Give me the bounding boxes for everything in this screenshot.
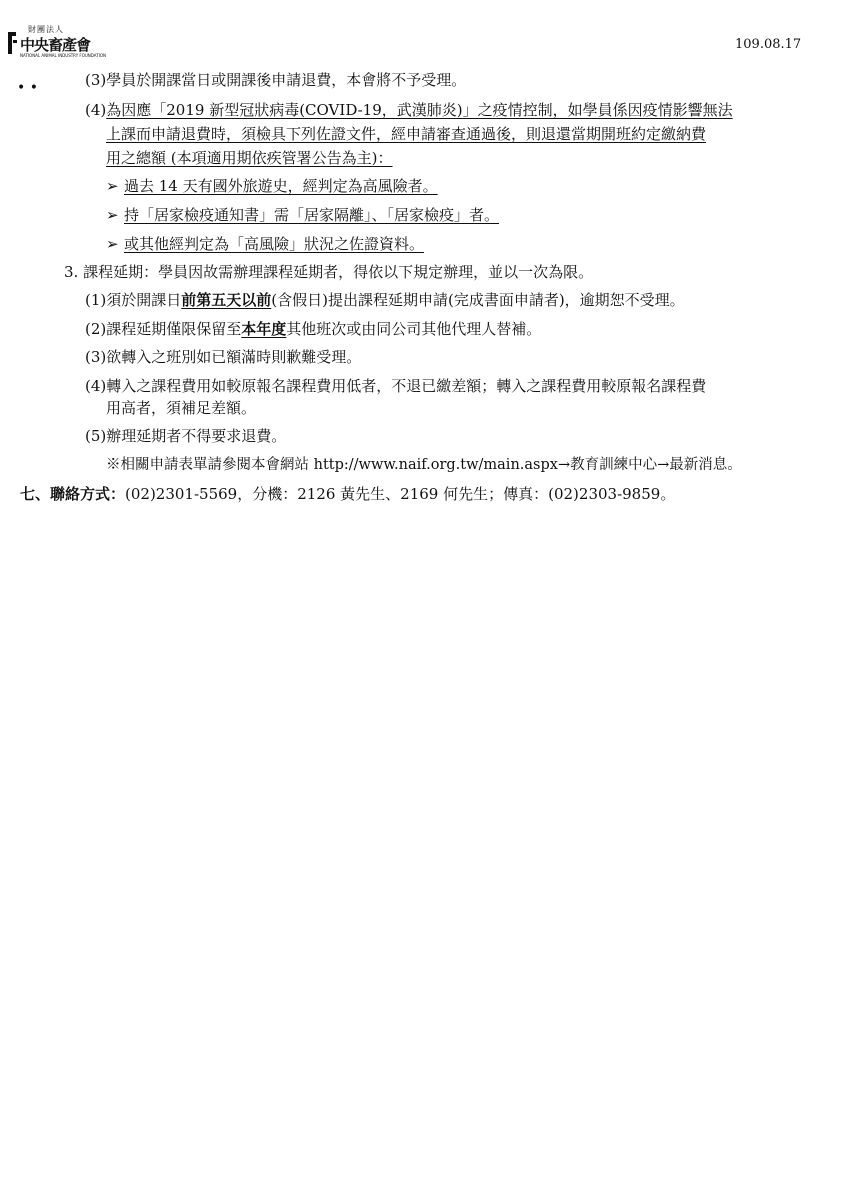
postpone-note: ※相關申請表單請參閱本會網站 http://www.naif.org.tw/main.aspx→教育訓練中心→最新消息。 [106,457,742,473]
bullet-arrow-icon: ➢ [106,177,119,195]
postpone-item-5: (5)辦理延期者不得要求退費。 [85,427,287,445]
refund-item-4-line-3: 用之總額 (本項適用期依疾管署公告為主)： [106,149,393,167]
postpone-heading: 3. 課程延期：學員因故需辦理課程延期者，得依以下規定辦理，並以一次為限。 [64,263,594,281]
postpone-item-3: (3)欲轉入之班別如已額滿時則歉難受理。 [85,348,362,366]
postpone-item-2-b: 其他班次或由同公司其他代理人替補。 [286,320,542,338]
refund-bullet-1-text: 過去 14 天有國外旅遊史，經判定為高風險者。 [124,177,438,195]
postpone-item-4-line-2: 用高者，須補足差額。 [106,399,257,417]
refund-bullet-2-text: 持「居家檢疫通知書」需「居家隔離」、「居家檢疫」者。 [124,206,500,224]
postpone-item-1 [85,290,685,310]
refund-item-4-text-1: 為因應「2019 新型冠狀病毒(COVID-19，武漢肺炎)」之疫情控制，如學員係因疫情影響無法 [106,101,733,119]
refund-bullet-3 [106,234,424,254]
refund-bullet-3-text: 或其他經判定為「高風險」狀況之佐證資料。 [124,235,425,253]
postpone-item-2 [85,319,541,339]
postpone-item-4-line-1: (4)轉入之課程費用如較原報名課程費用低者，不退已繳差額；轉入之課程費用較原報名課程費 [85,377,707,395]
org-logo [6,24,116,70]
logo-mark-icon [6,30,18,56]
postpone-item-2-bold: 本年度 [241,320,287,338]
contact-line [20,484,675,504]
refund-item-4-line-1 [85,100,733,120]
refund-item-4-line-2: 上課而申請退費時，須檢具下列佐證文件，經申請審查通過後，則退還當期開班約定繳納費 [106,125,707,143]
bullet-arrow-icon: ➢ [106,206,119,224]
logo-org-name: 中央畜產會 [20,36,91,54]
document-date: 109.08.17 [735,37,802,52]
contact-label: 七、聯絡方式： [20,485,126,503]
refund-bullet-1 [106,176,438,196]
postpone-item-1-a: (1)須於開課日 [85,291,182,309]
scan-marks: • • [17,80,38,96]
postpone-item-1-bold: 前第五天以前 [181,291,272,309]
logo-org-small: 財團法人 [28,25,64,34]
contact-value: (02)2301-5569，分機：2126 黃先生、2169 何先生；傳真：(02)2303-9859。 [125,485,676,503]
bullet-arrow-icon: ➢ [106,235,119,253]
refund-item-4-prefix: (4) [85,101,107,119]
refund-item-3: (3)學員於開課當日或開課後申請退費，本會將不予受理。 [85,71,467,89]
refund-bullet-2 [106,205,499,225]
postpone-item-2-a: (2)課程延期僅限保留至 [85,320,242,338]
postpone-item-1-b: (含假日)提出課程延期申請(完成書面申請者)，逾期恕不受理。 [271,291,685,309]
logo-org-english: NATIONAL ANIMAL INDUSTRY FOUNDATION [20,53,106,58]
